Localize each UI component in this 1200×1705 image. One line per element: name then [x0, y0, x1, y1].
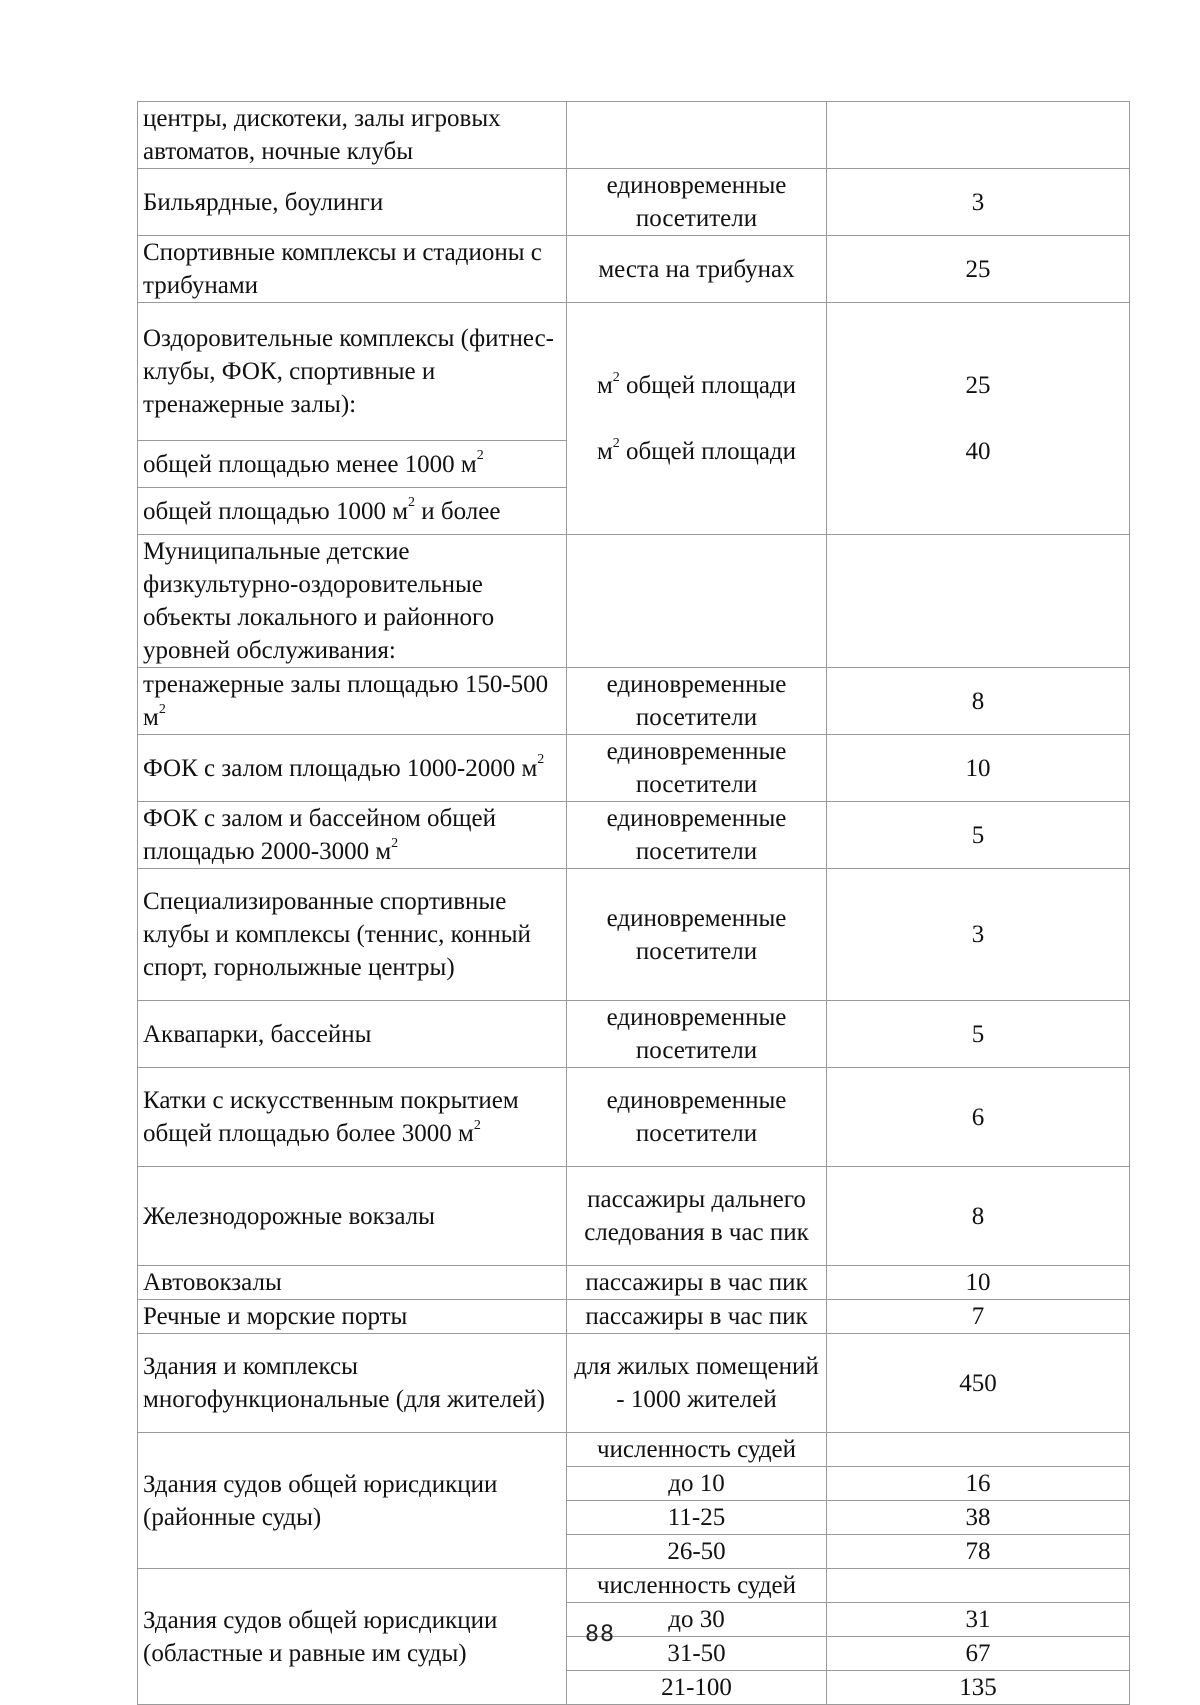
unit-cell: для жилых помещений - 1000 жителей — [567, 1334, 827, 1433]
norm-value: 67 — [827, 1637, 1130, 1671]
facility-name: Аквапарки, бассейны — [138, 1001, 567, 1068]
table-row — [138, 1334, 1130, 1433]
unit-cell: единовременные посетители — [567, 668, 827, 735]
norm-value — [827, 1569, 1130, 1603]
norm-value: 7 — [827, 1300, 1130, 1334]
unit-cell — [567, 303, 827, 535]
judges-range: 21-100 — [567, 1671, 827, 1705]
facility-name: Муниципальные детские физкультурно-оздоровительные объекты локального и районного уровней обслуживания: — [138, 535, 567, 668]
facility-name: Катки с искусственным покрытием общей площадью более 3000 $м^2$ — [138, 1068, 567, 1167]
table-row — [138, 1068, 1130, 1167]
unit-cell: единовременные посетители — [567, 802, 827, 869]
facility-name: Спортивные комплексы и стадионы с трибунами — [138, 236, 567, 303]
unit-line: $м^2$ общей площади — [596, 435, 797, 465]
norm-value — [827, 1433, 1130, 1467]
table-row — [138, 1266, 1130, 1300]
facility-name: общей площадью 1000 $м^2$ и более — [138, 488, 567, 535]
judges-range: 26-50 — [567, 1535, 827, 1569]
norm-value: 6 — [827, 1068, 1130, 1167]
norm-value: 3 — [827, 869, 1130, 1001]
unit-cell: единовременные посетители — [567, 1068, 827, 1167]
facility-name: тренажерные залы площадью 150-500 $м^2$ — [138, 668, 567, 735]
facility-name: Автовокзалы — [138, 1266, 567, 1300]
norm-value: 16 — [827, 1467, 1130, 1501]
parking-norms-table — [137, 101, 1130, 1705]
norm-value: 135 — [827, 1671, 1130, 1705]
table-row — [138, 236, 1130, 303]
judges-range: до 30 — [567, 1603, 827, 1637]
facility-name: Речные и морские порты — [138, 1300, 567, 1334]
table-row — [138, 1167, 1130, 1266]
facility-name: Железнодорожные вокзалы — [138, 1167, 567, 1266]
table-row — [138, 1569, 1130, 1603]
facility-name: Бильярдные, боулинги — [138, 169, 567, 236]
unit-header: численность судей — [567, 1433, 827, 1467]
judges-range: до 10 — [567, 1467, 827, 1501]
unit-cell: единовременные посетители — [567, 735, 827, 802]
table-row — [138, 668, 1130, 735]
norm-value: 8 — [827, 1167, 1130, 1266]
facility-name: Здания и комплексы многофункциональные (для жителей) — [138, 1334, 567, 1433]
norm-value: 10 — [827, 735, 1130, 802]
norm-value — [827, 535, 1130, 668]
unit-line: $м^2$ общей площади — [596, 369, 797, 399]
norm-value: 3 — [827, 169, 1130, 236]
facility-name: центры, дискотеки, залы игровых автоматов, ночные клубы — [138, 102, 567, 169]
norm-value: 25 40 — [827, 303, 1130, 535]
facility-name: Специализированные спортивные клубы и комплексы (теннис, конный спорт, горнолыжные центры) — [138, 869, 567, 1001]
judges-range: 31-50 — [567, 1637, 827, 1671]
table-row — [138, 535, 1130, 668]
table-row — [138, 869, 1130, 1001]
unit-cell: пассажиры в час пик — [567, 1266, 827, 1300]
norm-value: 31 — [827, 1603, 1130, 1637]
facility-name: Здания судов общей юрисдикции (районные суды) — [138, 1433, 567, 1569]
table-row — [138, 169, 1130, 236]
norm-value: 8 — [827, 668, 1130, 735]
table-row — [138, 1433, 1130, 1467]
norm-value: 10 — [827, 1266, 1130, 1300]
norm-value: 450 — [827, 1334, 1130, 1433]
table-row — [138, 102, 1130, 169]
facility-name: общей площадью менее 1000 $м^2$ — [138, 441, 567, 488]
unit-cell: единовременные посетители — [567, 1001, 827, 1068]
judges-range: 11-25 — [567, 1501, 827, 1535]
norm-value: 5 — [827, 1001, 1130, 1068]
table-row — [138, 735, 1130, 802]
unit-cell — [567, 102, 827, 169]
unit-cell: пассажиры в час пик — [567, 1300, 827, 1334]
table-row — [138, 1300, 1130, 1334]
table-row — [138, 303, 1130, 441]
unit-cell — [567, 535, 827, 668]
norm-value: 25 — [827, 236, 1130, 303]
norm-value — [827, 102, 1130, 169]
unit-header: численность судей — [567, 1569, 827, 1603]
facility-name: Здания судов общей юрисдикции (областные и равные им суды) — [138, 1569, 567, 1705]
table-row — [138, 802, 1130, 869]
norm-value: 38 — [827, 1501, 1130, 1535]
unit-cell: места на трибунах — [567, 236, 827, 303]
norm-value: 5 — [827, 802, 1130, 869]
facility-name: ФОК с залом площадью 1000-2000 $м^2$ — [138, 735, 567, 802]
unit-cell: пассажиры дальнего следования в час пик — [567, 1167, 827, 1266]
unit-cell: единовременные посетители — [567, 869, 827, 1001]
table-row — [138, 1001, 1130, 1068]
norm-value: 78 — [827, 1535, 1130, 1569]
page-number: 88 — [585, 1622, 615, 1647]
facility-name: ФОК с залом и бассейном общей площадью 2000-3000 $м^2$ — [138, 802, 567, 869]
unit-cell: единовременные посетители — [567, 169, 827, 236]
facility-name: Оздоровительные комплексы (фитнес-клубы, ФОК, спортивные и тренажерные залы): — [138, 303, 567, 441]
